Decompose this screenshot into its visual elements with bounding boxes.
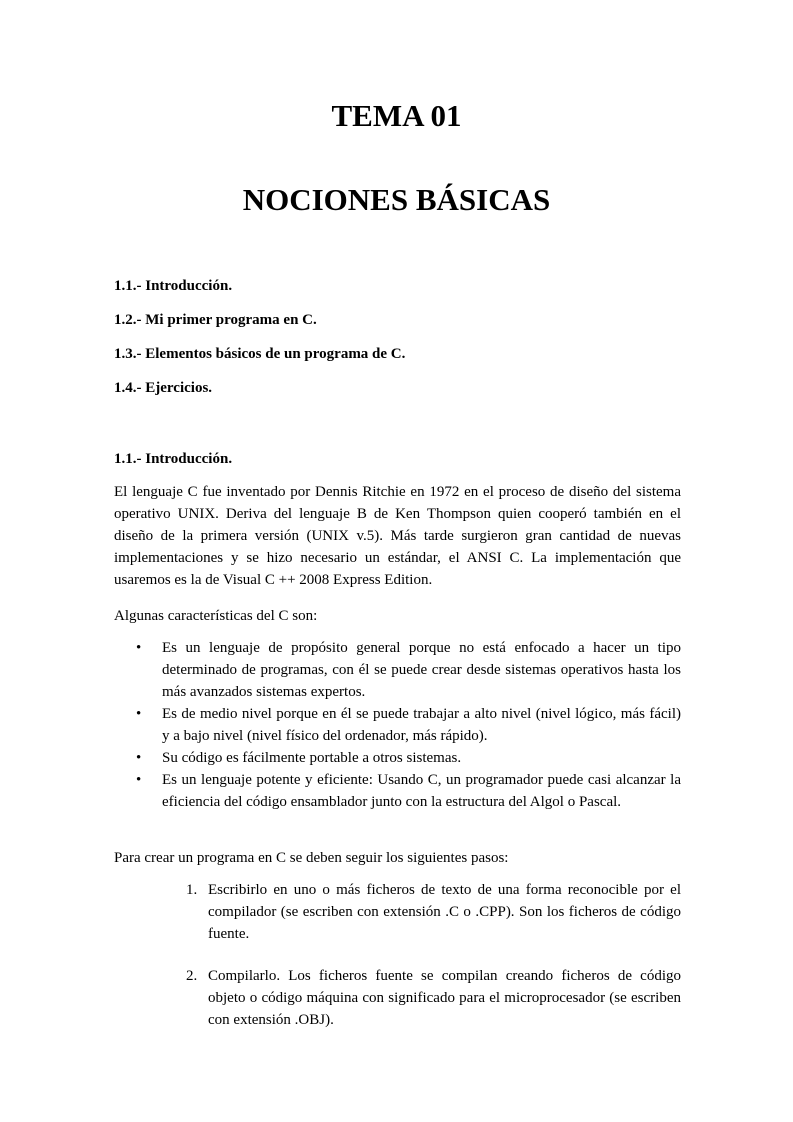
step-number: 1. bbox=[186, 882, 198, 898]
toc-item-exercises: 1.4.- Ejercicios. bbox=[114, 380, 213, 396]
paragraph-history: El lenguaje C fue inventado por Dennis Ritchie en 1972 en el proceso de diseño del sistema operativo UNIX. Deriva del lenguaje B de Ken Thompson quien cooperó también en el diseño de la primera versión (UNIX v.5). Más tarde surgieron gran cantidad de nuevas implementaciones y se hizo necesario un estándar, el ANSI C. La implementación que usaremos es la de Visual C ++ 2008 Express Edition. bbox=[114, 484, 681, 588]
list-item-text: Es de medio nivel porque en él se puede trabajar a alto nivel (nivel lógico, más fácil) y a bajo nivel (nivel físico del ordenador, más rápido). bbox=[162, 706, 681, 744]
bullet-icon: • bbox=[136, 750, 142, 766]
step-number: 2. bbox=[186, 968, 198, 984]
toc-item-first-program: 1.2.- Mi primer programa en C. bbox=[114, 312, 317, 328]
paragraph-steps-intro: Para crear un programa en C se deben seguir los siguientes pasos: bbox=[114, 850, 509, 866]
step-text: Escribirlo en uno o más ficheros de texto de una forma reconocible por el compilador (se escriben con extensión .C o .CPP). Son los ficheros de código fuente. bbox=[208, 882, 681, 942]
toc-item-intro: 1.1.- Introducción. bbox=[114, 278, 233, 294]
bullet-icon: • bbox=[136, 640, 142, 656]
list-item bbox=[186, 879, 681, 945]
page-title: TEMA 01 bbox=[331, 98, 462, 133]
list-item-text: Es un lenguaje de propósito general porque no está enfocado a hacer un tipo determinado de programas, con él se puede crear desde sistemas operativos hasta los más avanzados sistemas expertos. bbox=[162, 640, 681, 700]
table-of-contents bbox=[114, 278, 684, 414]
step-text: Compilarlo. Los ficheros fuente se compilan creando ficheros de código objeto o código máquina con significado para el microprocesador (se escriben con extensión .OBJ). bbox=[208, 968, 681, 1028]
section-heading: 1.1.- Introducción. bbox=[114, 451, 233, 467]
bullet-icon: • bbox=[136, 772, 142, 788]
list-item-text: Es un lenguaje potente y eficiente: Usando C, un programador puede casi alcanzar la eficiencia del código ensamblador junto con la estructura del Algol o Pascal. bbox=[162, 772, 681, 810]
toc-item-basic-elements: 1.3.- Elementos básicos de un programa de C. bbox=[114, 346, 406, 362]
list-item bbox=[114, 747, 681, 769]
page-subtitle: NOCIONES BÁSICAS bbox=[242, 182, 551, 217]
paragraph-features-intro: Algunas características del C son: bbox=[114, 608, 318, 624]
list-item bbox=[114, 637, 681, 703]
list-item bbox=[114, 703, 681, 747]
list-item bbox=[114, 769, 681, 813]
list-item bbox=[186, 965, 681, 1031]
bullet-icon: • bbox=[136, 706, 142, 722]
list-item-text: Su código es fácilmente portable a otros sistemas. bbox=[162, 750, 462, 766]
features-list bbox=[114, 637, 681, 813]
steps-list bbox=[186, 879, 681, 1051]
